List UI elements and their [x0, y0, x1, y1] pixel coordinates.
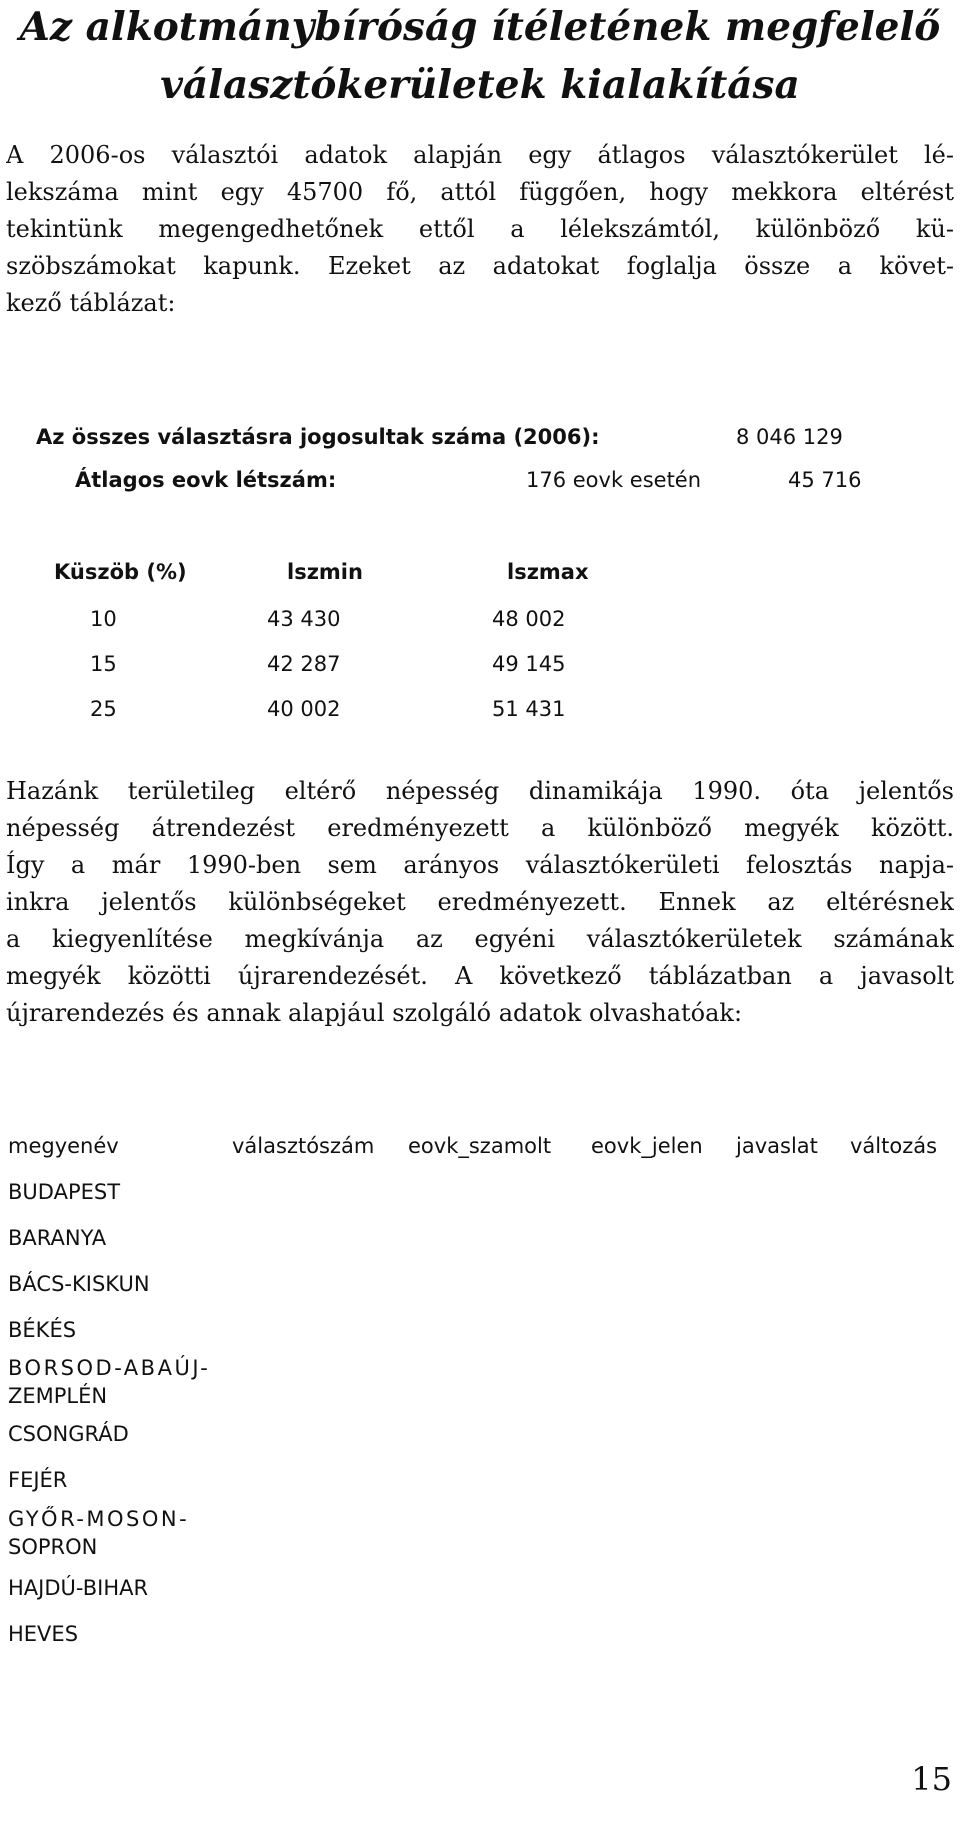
body-line: Hazánk területileg eltérő népesség dinamikája 1990. óta jelentős [6, 777, 954, 805]
intro-line: kező táblázat: [6, 289, 176, 317]
county-name-cell [8, 1316, 223, 1344]
min-header: lszmin [287, 560, 363, 584]
body-paragraph [6, 773, 954, 1032]
intro-line: lekszáma mint egy 45700 fő, attól függően, hogy mekkora eltérést [6, 178, 954, 206]
intro-line: A 2006-os választói adatok alapján egy átlagos választókerület lé- [6, 141, 954, 169]
threshold-header: Küszöb (%) [54, 560, 187, 584]
intro-line: szöbszámokat kapunk. Ezeket az adatokat foglalja össze a követ- [6, 252, 954, 280]
body-line: népesség átrendezést eredményezett a különböző megyék között. [6, 814, 954, 842]
calculated-header: eovk_szamolt [408, 1134, 552, 1158]
county-name-cell [8, 1505, 223, 1561]
county-name-cell [8, 1620, 223, 1648]
change-header: változás [850, 1134, 938, 1158]
threshold-cell: 25 [90, 697, 117, 721]
body-line: Így a már 1990-ben sem arányos választókerületi felosztás napja- [6, 851, 954, 879]
page-number: 15 [911, 1760, 952, 1798]
average-size-label: Átlagos eovk létszám: [75, 468, 337, 492]
min-cell: 42 287 [267, 652, 341, 676]
total-voters-label: Az összes választásra jogosultak száma (2006): [36, 425, 600, 449]
max-cell: 49 145 [492, 652, 566, 676]
county-name-cell [8, 1224, 223, 1252]
average-size-value: 45 716 [788, 468, 862, 492]
total-voters-value: 8 046 129 [736, 425, 843, 449]
voters-header: választószám [232, 1134, 375, 1158]
county-name-part: BÁCS-KISKUN [8, 1272, 150, 1296]
body-line: újrarendezés és annak alapjául szolgáló adatok olvashatóak: [6, 999, 743, 1027]
county-name-part: BÉKÉS [8, 1318, 77, 1342]
page-title-line-2: választókerületek kialakítása [160, 62, 800, 108]
county-name-cell [8, 1466, 223, 1494]
body-line: a kiegyenlítése megkívánja az egyéni választókerületek számának [6, 925, 954, 953]
county-name-part: GYŐR-MOSON- [8, 1507, 190, 1531]
intro-paragraph [6, 137, 954, 322]
county-name-part: HEVES [8, 1622, 79, 1646]
min-cell: 40 002 [267, 697, 341, 721]
threshold-cell: 15 [90, 652, 117, 676]
county-name-part: CSONGRÁD [8, 1422, 129, 1446]
county-name-part: BORSOD-ABAÚJ- [8, 1356, 211, 1380]
county-name-cell [8, 1354, 223, 1410]
max-cell: 51 431 [492, 697, 566, 721]
current-header: eovk_jelen [591, 1134, 703, 1158]
county-name-part: BARANYA [8, 1226, 107, 1250]
page-title-line-1: Az alkotmánybíróság ítéletének megfelelő [19, 4, 941, 50]
max-header: lszmax [507, 560, 589, 584]
county-name-part: ZEMPLÉN [8, 1384, 108, 1408]
max-cell: 48 002 [492, 607, 566, 631]
county-name-part: HAJDÚ-BIHAR [8, 1576, 149, 1600]
body-line: inkra jelentős különbségeket eredményezett. Ennek az eltérésnek [6, 888, 954, 916]
county-name-part: FEJÉR [8, 1468, 68, 1492]
county-name-part: SOPRON [8, 1535, 98, 1559]
county-name-cell [8, 1178, 223, 1206]
county-name-cell [8, 1420, 223, 1448]
average-size-condition: 176 eovk esetén [526, 468, 702, 492]
county-name-cell [8, 1270, 223, 1298]
county-name-cell [8, 1574, 223, 1602]
county-name-part: BUDAPEST [8, 1180, 121, 1204]
proposal-header: javaslat [736, 1134, 818, 1158]
body-line: megyék közötti újrarendezését. A következő táblázatban a javasolt [6, 962, 954, 990]
intro-line: tekintünk megengedhetőnek ettől a lélekszámtól, különböző kü- [6, 215, 954, 243]
min-cell: 43 430 [267, 607, 341, 631]
county-name-header: megyenév [8, 1134, 119, 1158]
threshold-cell: 10 [90, 607, 117, 631]
